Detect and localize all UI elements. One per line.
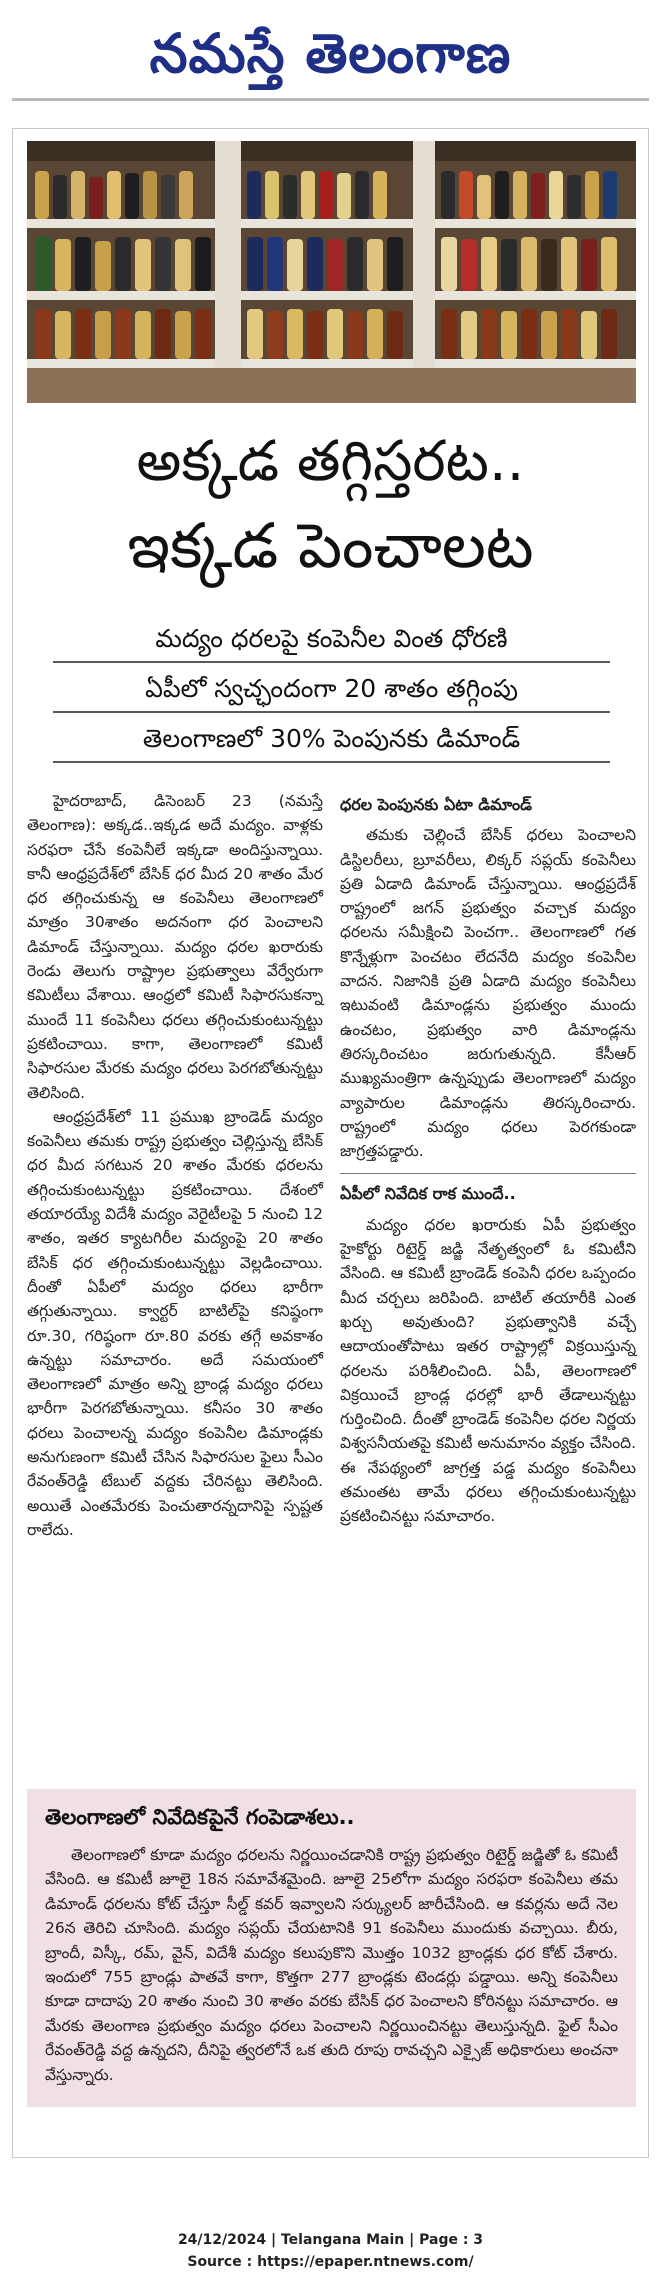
deck-line: తెలంగాణలో 30% పెంపునకు డిమాండ్: [53, 717, 610, 763]
page-footer-date: 24/12/2024 | Telangana Main | Page : 3: [177, 2232, 484, 2248]
newspaper-logo: నమస్తే తెలంగాణ: [149, 22, 512, 85]
masthead-rule: [12, 98, 649, 101]
deck-line: మద్యం ధరలపై కంపెనీల వింత ధోరణి: [53, 617, 610, 663]
subheading: ధరల పెంపునకు ఏటా డిమాండ్: [340, 795, 532, 814]
headline-line-2: ఇక్కడ పెంచాలట: [127, 509, 534, 582]
sidebar-box: [27, 1789, 636, 2107]
body-paragraph: మద్యం ధరల ఖరారుకు ఏపీ ప్రభుత్వం హైకోర్టు రిటైర్డ్ జడ్జి నేతృత్వంలో ఓ కమిటీని వేసింది. ఆ కమిటీ బ్రాండెడ్ కంపెనీ ధరల ఒప్పందం మీద చర్చలు జరిపింది. బాటిల్ తయారీకి ఎంత ఖర్చు అవుతుంది? ప్రభుత్వానికి వచ్చే ఆదాయంతోపాటు ఇతర రాష్ట్రాల్లో విక్రయిస్తున్న ధరలను పరిశీలించింది. ఏపీ, తెలంగాణలో విక్రయించే బ్రాండ్ల ధరల్లో భారీ తేడాలున్నట్టు గుర్తించింది. దీంతో బ్రాండెడ్ కంపెనీల ధరల నిర్ణయ విశ్వసనీయతపై కమిటీ అనుమానం వ్యక్తం చేసింది. ఈ నేపథ్యంలో జాగ్రత్త పడ్డ మద్యం కంపెనీలు తమంతట తామే ధరలు తగ్గించుకుంటున్నట్టు ప్రకటించినట్టు సమాచారం.: [340, 1215, 636, 1526]
masthead: [0, 0, 661, 100]
article-column-left: [27, 789, 323, 1542]
liquor-shelf-photo: [27, 141, 636, 403]
news-article: [12, 128, 649, 2158]
body-paragraph: ఆంధ్రప్రదేశ్‌లో 11 ప్రముఖ బ్రాండెడ్ మద్యం కంపెనీలు తమకు రాష్ట్ర ప్రభుత్వం చెల్లిస్తున్న బేసిక్ ధర మీద సగటున 20 శాతం మేరకు ధరలను తగ్గించుకుంటున్నట్టు ప్రకటించాయి. దేశంలో తయారయ్యే విదేశీ మద్యం వెరైటీలపై 5 నుంచి 12 శాతం, ఇతర క్యాటగిరీల మద్యంపై 20 శాతం బేసిక్ ధర తగ్గించుకుంటున్నట్టు వెల్లడించాయి. దీంతో ఏపీలో మద్యం ధరలు భారీగా తగ్గుతున్నాయి. క్వార్టర్ బాటిల్‌పై కనిష్ఠంగా రూ.30, గరిష్ఠంగా రూ.80 వరకు తగ్గే అవకాశం ఉన్నట్టు సమాచారం. అదే సమయంలో తెలంగాణలో మాత్రం అన్ని బ్రాండ్ల మద్యం ధరలు భారీగా పెరగబోతున్నాయి. కనీసం 30 శాతం ధరలు పెంచాలన్న మద్యం కంపెనీల డిమాండ్లకు అనుగుణంగా కమిటీ చేసిన సిఫారసుల ఫైలు సీఎం రేవంత్‌రెడ్డి టేబుల్ వద్దకు చేరినట్టు తెలిసింది. అయితే ఎంతమేరకు పెంచుతారన్నదానిపై స్పష్టత రాలేదు.: [27, 1107, 323, 1539]
article-column-right: [340, 789, 636, 1529]
body-paragraph: హైదరాబాద్, డిసెంబర్ 23 (నమస్తే తెలంగాణ): అక్కడ..ఇక్కడ అదే మద్యం. వాళ్లకు సరఫరా చేసే కంపెనీలే ఇక్కడా అందిస్తున్నాయి. కానీ ఆంధ్రప్రదేశ్‌లో బేసిక్ ధర మీద 20 శాతం మేర ధర తగ్గించుకున్న ఆ కంపెనీలు తెలంగాణలో మాత్రం 30శాతం అదనంగా ధర పెంచాలని డిమాండ్ చేస్తున్నాయి. మద్యం ధరల ఖరారుకు రెండు తెలుగు రాష్ట్రాల ప్రభుత్వాలు వేర్వేరుగా కమిటీలు వేశాయి. ఆంధ్రలో కమిటీ సిఫారసుకన్నా ముందే 11 కంపెనీలు ధరలు తగ్గించుకుంటున్నట్టు ప్రకటించాయి. కాగా, తెలంగాణలో కమిటీ సిఫారసుల మేరకు మద్యం ధరలు పెరగబోతున్నట్టు తెలిసింది.: [27, 792, 323, 1102]
subheading: ఏపీలో నివేదిక రాక ముందే..: [340, 1173, 636, 1206]
sidebar-box-title: తెలంగాణలో నివేదికపైనే గంపెడాశలు..: [45, 1805, 355, 1829]
liquor-shelf-illustration: [27, 141, 636, 403]
body-paragraph: తమకు చెల్లించే బేసిక్ ధరలు పెంచాలని డిస్టిలరీలు, బ్రూవరీలు, లిక్కర్ సప్లయ్ కంపెనీలు ప్రతి ఏడాది డిమాండ్ చేస్తున్నాయి. ఆంధ్రప్రదేశ్ రాష్ట్రంలో జగన్ ప్రభుత్వం వచ్చాక మద్యం ధరలను సమీక్షించి పెంచగా.. తెలంగాణలో గత కొన్నేళ్లుగా పెంచటం లేదనేది మద్యం కంపెనీల వాదన. నిజానికి ప్రతి ఏడాది మద్యం కంపెనీలు ఇటువంటి డిమాండ్లను ప్రభుత్వం ముందు ఉంచటం, ప్రభుత్వం వారి డిమాండ్లను తిరస్కరించటం జరుగుతున్నది. కేసీఆర్ ముఖ్యమంత్రిగా ఉన్నప్పుడు తెలంగాణలో మద్యం వ్యాపారుల డిమాండ్లను తిరస్కరించారు. రాష్ట్రంలో మద్యం ధరలు పెరగకుండా జాగ్రత్తపడ్డారు.: [340, 826, 636, 1161]
page-footer-source: Source : https://epaper.ntnews.com/: [187, 2254, 474, 2270]
sidebar-box-text: తెలంగాణలో కూడా మద్యం ధరలను నిర్ణయించడానికి రాష్ట్ర ప్రభుత్వం రిటైర్డ్ జడ్జితో ఓ కమిటీ వేసింది. ఆ కమిటీ జూలై 18న సమావేశమైంది. జూలై 25లోగా మద్యం సరఫరా కంపెనీలు తమ డిమాండ్ ధరలను కోట్ చేస్తూ సీల్డ్ కవర్ ఇవ్వాలని సర్క్యులర్ జారీచేసింది. ఆ కవర్లను అదే నెల 26న తెరిచి చూసింది. మద్యం సప్లయ్ చేయటానికి 91 కంపెనీలు ముందుకు వచ్చాయి. బీరు, బ్రాందీ, విస్కీ, రమ్, వైన్, విదేశీ మద్యం కలుపుకొని మొత్తం 1032 బ్రాండ్లకు ధర కోట్ చేశారు. ఇందులో 755 బ్రాండ్లు పాతవే కాగా, కొత్తగా 277 బ్రాండ్లకు టెండర్లు పడ్డాయి. అన్ని కంపెనీలు కూడా దాదాపు 20 శాతం నుంచి 30 శాతం వరకు బేసిక్ ధర పెంచాలని కోరినట్టు సమాచారం. ఆ మేరకు తెలంగాణ ప్రభుత్వం మద్యం ధరలు పెంచాలని నిర్ణయించినట్టు తెలుస్తున్నది. ఫైల్ సీఎం రేవంత్‌రెడ్డి వద్ద ఉన్నదని, దీనిపై త్వరలోనే ఒక తుది రూపు రావచ్చని ఎక్సైజ్ అధికారులు అంచనా వేస్తున్నారు.: [45, 1846, 618, 2084]
deck-line: ఏపీలో స్వచ్ఛందంగా 20 శాతం తగ్గింపు: [53, 667, 610, 713]
headline-line-1: అక్కడ తగ్గిస్తరట..: [136, 429, 525, 494]
sub-headlines: [53, 617, 610, 767]
